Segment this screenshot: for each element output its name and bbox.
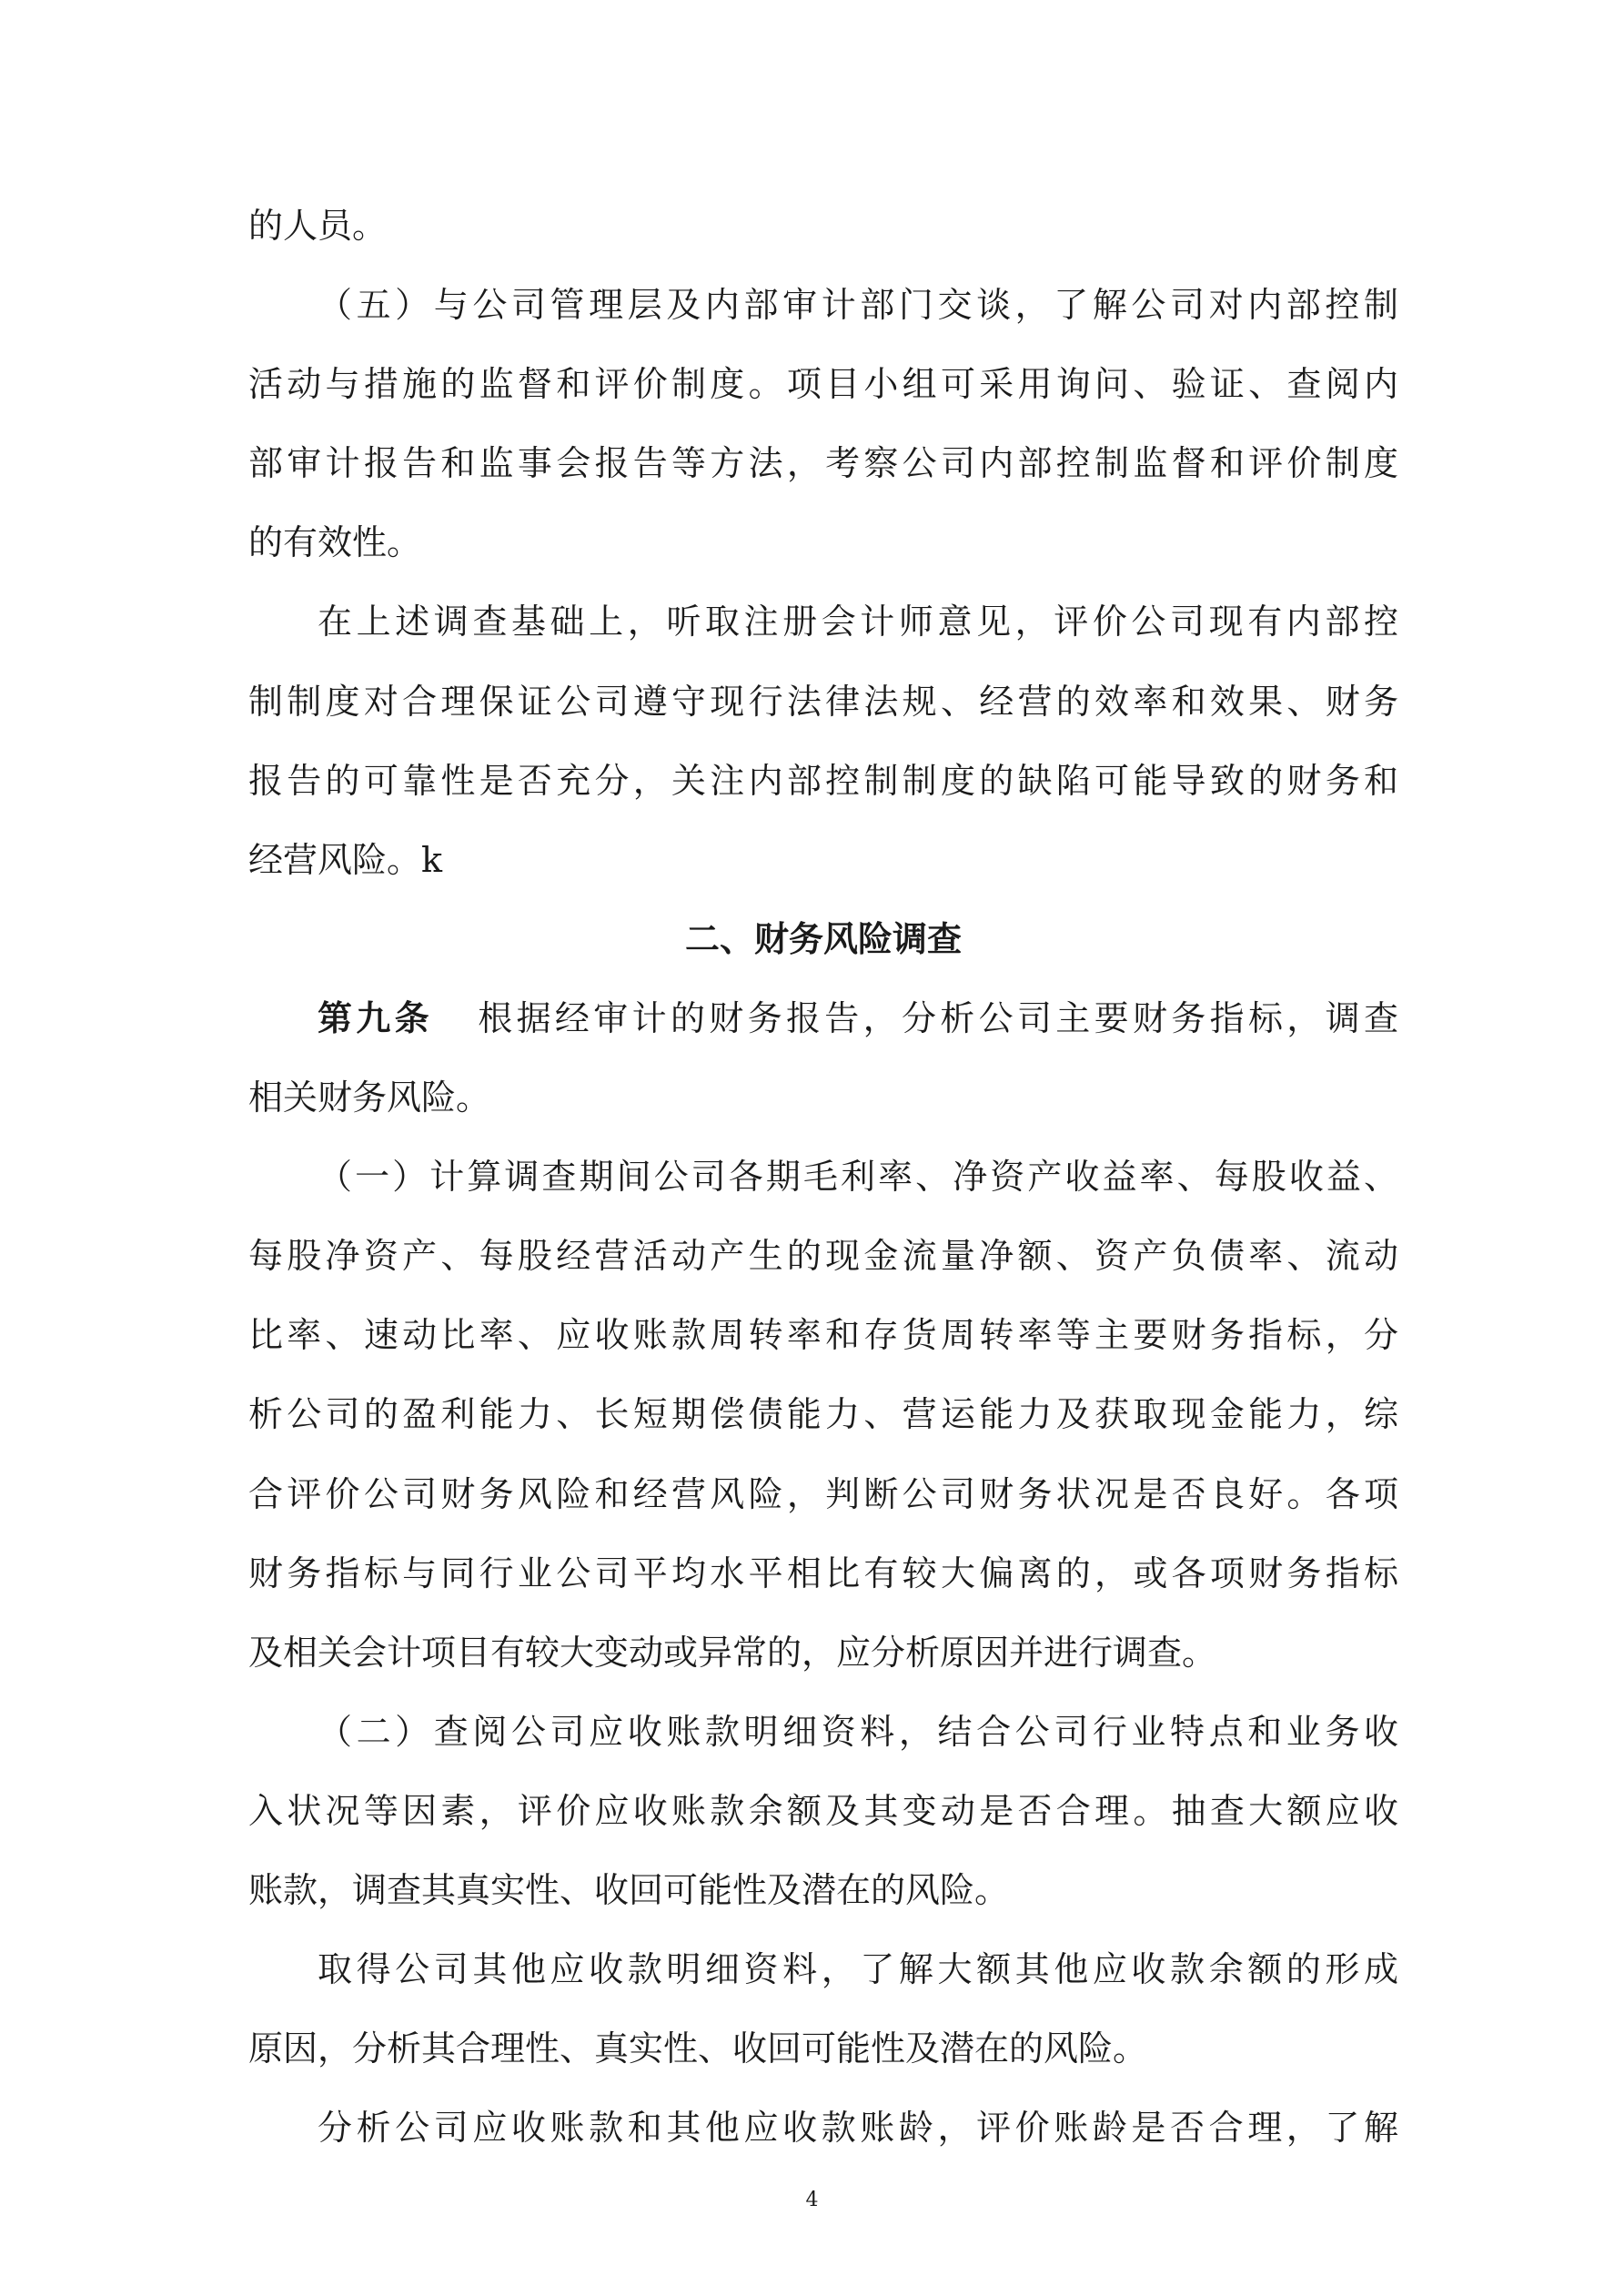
- document-body: [248, 187, 1398, 2168]
- page-number: 4: [805, 2189, 819, 2211]
- text-line: 原因，分析其合理性、真实性、收回可能性及潜在的风险。: [248, 2028, 1148, 2069]
- text-line: 部审计报告和监事会报告等方法，考察公司内部控制监督和评价制度: [248, 443, 1398, 484]
- text-line: 及相关会计项目有较大变动或异常的，应分析原因并进行调查。: [248, 1632, 1217, 1673]
- text-line: （一）计算调查期间公司各期毛利率、净资产收益率、每股收益、: [318, 1157, 1398, 1198]
- text-line: 账款，调查其真实性、收回可能性及潜在的风险。: [248, 1869, 1010, 1910]
- text-line: 报告的可靠性是否充分，关注内部控制制度的缺陷可能导致的财务和: [248, 760, 1398, 801]
- section-heading: 二、财务风险调查: [684, 918, 962, 959]
- text-line: 相关财务风险。: [248, 1077, 491, 1118]
- article-text: 根据经审计的财务报告，分析公司主要财务指标，调查: [478, 997, 1398, 1038]
- article-line: [248, 979, 1398, 1058]
- article-label: 第九条: [318, 997, 434, 1038]
- text-line: 的有效性。: [248, 522, 422, 563]
- text-line: 每股净资产、每股经营活动产生的现金流量净额、资产负债率、流动: [248, 1236, 1398, 1277]
- text-line: 的人员。: [248, 206, 388, 246]
- text-line: （五）与公司管理层及内部审计部门交谈，了解公司对内部控制: [318, 285, 1398, 326]
- text-line: 财务指标与同行业公司平均水平相比有较大偏离的，或各项财务指标: [248, 1553, 1398, 1593]
- text-line: 比率、速动比率、应收账款周转率和存货周转率等主要财务指标，分: [248, 1315, 1398, 1356]
- text-line: 制制度对合理保证公司遵守现行法律法规、经营的效率和效果、财务: [248, 681, 1398, 722]
- text-line: 经营风险。k: [248, 839, 443, 880]
- text-line: 在上述调查基础上，听取注册会计师意见，评价公司现有内部控: [318, 602, 1398, 642]
- text-line: 析公司的盈利能力、长短期偿债能力、营运能力及获取现金能力，综: [248, 1394, 1398, 1435]
- text-line: 入状况等因素，评价应收账款余额及其变动是否合理。抽查大额应收: [248, 1790, 1398, 1831]
- text-line: 合评价公司财务风险和经营风险，判断公司财务状况是否良好。各项: [248, 1473, 1398, 1514]
- text-line: 分析公司应收账款和其他应收款账龄，评价账龄是否合理，了解: [318, 2108, 1398, 2149]
- text-line: 取得公司其他应收款明细资料，了解大额其他应收款余额的形成: [318, 1949, 1398, 1990]
- text-line: 活动与措施的监督和评价制度。项目小组可采用询问、验证、查阅内: [248, 364, 1398, 405]
- text-line: （二）查阅公司应收账款明细资料，结合公司行业特点和业务收: [318, 1711, 1398, 1752]
